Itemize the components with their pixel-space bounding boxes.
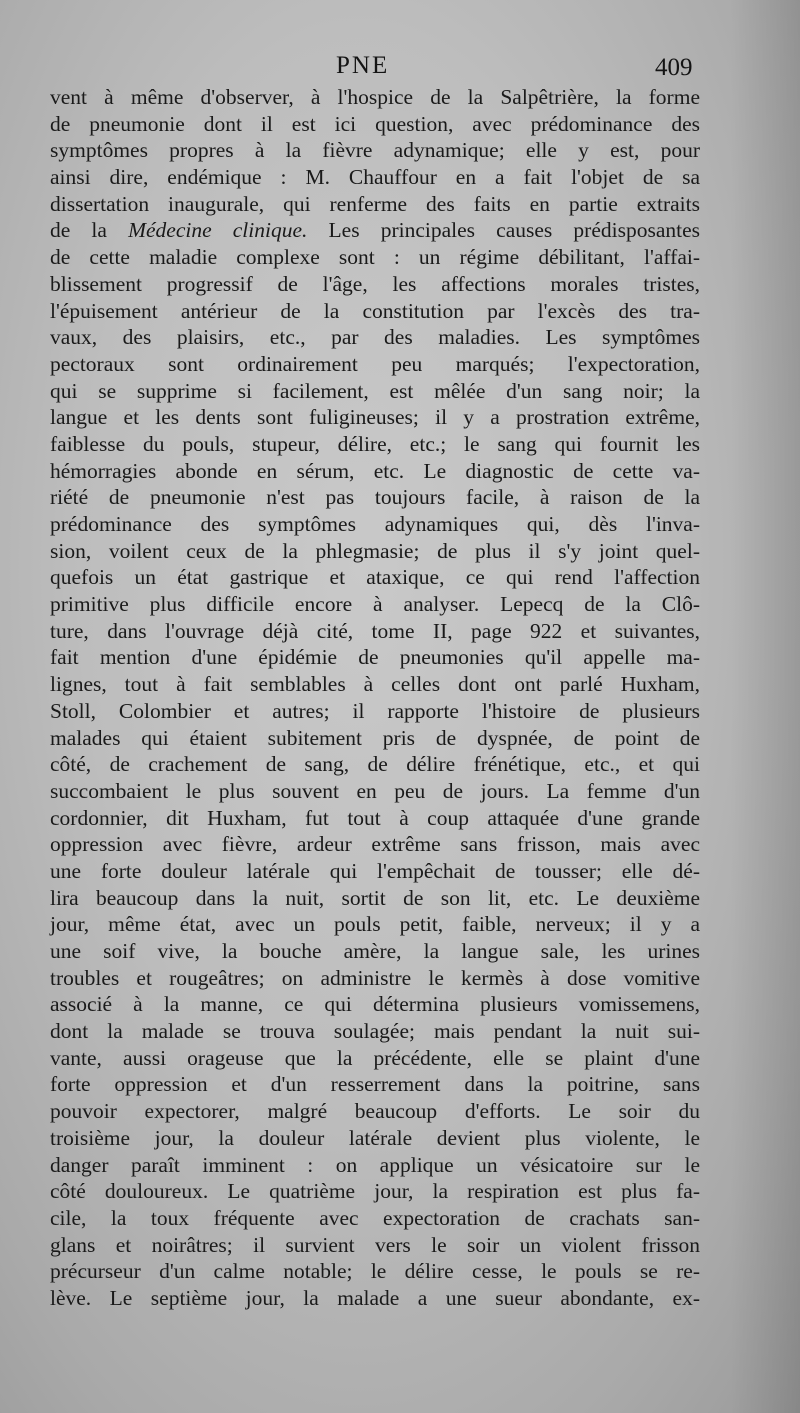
text-line: pouvoir expectorer, malgré beaucoup d'efforts. Le soir du: [50, 1099, 700, 1124]
text-line: dissertation inaugurale, qui renferme des faits en partie extraits: [50, 191, 700, 216]
text-line: lignes, tout à fait semblables à celles dont ont parlé Huxham,: [50, 672, 700, 697]
text-line: succombaient le plus souvent en peu de jours. La femme d'un: [50, 778, 700, 803]
text-line: côté, de crachement de sang, de délire frénétique, etc., et qui: [50, 752, 700, 777]
text-line: jour, même état, avec un pouls petit, faible, nerveux; il y a: [50, 912, 700, 937]
text-line: troisième jour, la douleur latérale devient plus violente, le: [50, 1125, 700, 1150]
text-line: vent à même d'observer, à l'hospice de la Salpêtrière, la forme: [50, 85, 700, 109]
text-line: oppression avec fièvre, ardeur extrême sans frisson, mais avec: [50, 832, 700, 857]
text-line: côté douloureux. Le quatrième jour, la respiration est plus fa-: [50, 1179, 700, 1204]
text-line: vante, aussi orageuse que la précédente, elle se plaint d'une: [50, 1045, 700, 1070]
text-line: cordonnier, dit Huxham, fut tout à coup attaquée d'une grande: [50, 805, 700, 830]
text-line: malades qui étaient subitement pris de dyspnée, de point de: [50, 725, 700, 750]
text-line: symptômes propres à la fièvre adynamique; elle y est, pour: [50, 138, 700, 163]
text-line: vaux, des plaisirs, etc., par des maladies. Les symptômes: [50, 325, 700, 350]
text-line: prédominance des symptômes adynamiques qui, dès l'inva-: [50, 512, 700, 536]
text-line: cile, la toux fréquente avec expectoration de crachats san-: [50, 1205, 700, 1230]
text-line: riété de pneumonie n'est pas toujours facile, à raison de la: [50, 485, 700, 510]
text-line: fait mention d'une épidémie de pneumonies qu'il appelle ma-: [50, 645, 700, 670]
running-head: PNE: [336, 52, 390, 79]
body-text: [50, 84, 700, 1312]
text-line: ture, dans l'ouvrage déjà cité, tome II, page 922 et suivantes,: [50, 618, 700, 643]
text-line: de cette maladie complexe sont : un régime débilitant, l'affai-: [50, 245, 700, 270]
text-line: qui se supprime si facilement, est mêlée d'un sang noir; la: [50, 378, 700, 403]
text-line: pectoraux sont ordinairement peu marqués; l'expectoration,: [50, 351, 700, 376]
text-line: lève. Le septième jour, la malade a une sueur abondante, ex-: [50, 1285, 700, 1310]
text-line: troubles et rougeâtres; on administre le kermès à dose vomitive: [50, 965, 700, 990]
text-line: Stoll, Colombier et autres; il rapporte l'histoire de plusieurs: [50, 698, 700, 723]
italic-title: Médecine clinique.: [128, 218, 308, 243]
text-line: glans et noirâtres; il survient vers le soir un violent frisson: [50, 1232, 700, 1257]
text-line: faiblesse du pouls, stupeur, délire, etc.; le sang qui fournit les: [50, 431, 700, 456]
text-line: précurseur d'un calme notable; le délire cesse, le pouls se re-: [50, 1259, 700, 1284]
text-line: ainsi dire, endémique : M. Chauffour en a fait l'objet de sa: [50, 165, 700, 190]
text-line: quefois un état gastrique et ataxique, ce qui rend l'affection: [50, 565, 700, 590]
page-edge-shadow: [730, 0, 800, 1413]
text-line: blissement progressif de l'âge, les affections morales tristes,: [50, 271, 700, 296]
text-line: hémorragies abonde en sérum, etc. Le diagnostic de cette va-: [50, 458, 700, 483]
text-line: primitive plus difficile encore à analyser. Lepecq de la Clô-: [50, 592, 700, 617]
text-line: danger paraît imminent : on applique un vésicatoire sur le: [50, 1152, 700, 1177]
text-line: langue et les dents sont fuligineuses; il y a prostration extrême,: [50, 405, 700, 430]
text-line: lira beaucoup dans la nuit, sortit de son lit, etc. Le deuxième: [50, 885, 700, 910]
text-line: l'épuisement antérieur de la constitution par l'excès des tra-: [50, 298, 700, 323]
text-line: de la Médecine clinique. Les principales causes prédisposantes: [50, 218, 700, 243]
text-line: dont la malade se trouva soulagée; mais pendant la nuit sui-: [50, 1019, 700, 1044]
text-line: de pneumonie dont il est ici question, avec prédominance des: [50, 111, 700, 136]
text-line: sion, voilent ceux de la phlegmasie; de plus il s'y joint quel-: [50, 538, 700, 563]
text-line: forte oppression et d'un resserrement dans la poitrine, sans: [50, 1072, 700, 1097]
text-line: une forte douleur latérale qui l'empêchait de tousser; elle dé-: [50, 858, 700, 883]
text-line: une soif vive, la bouche amère, la langue sale, les urines: [50, 939, 700, 963]
page-number: 409: [655, 54, 693, 81]
text-line: associé à la manne, ce qui détermina plusieurs vomissemens,: [50, 992, 700, 1017]
